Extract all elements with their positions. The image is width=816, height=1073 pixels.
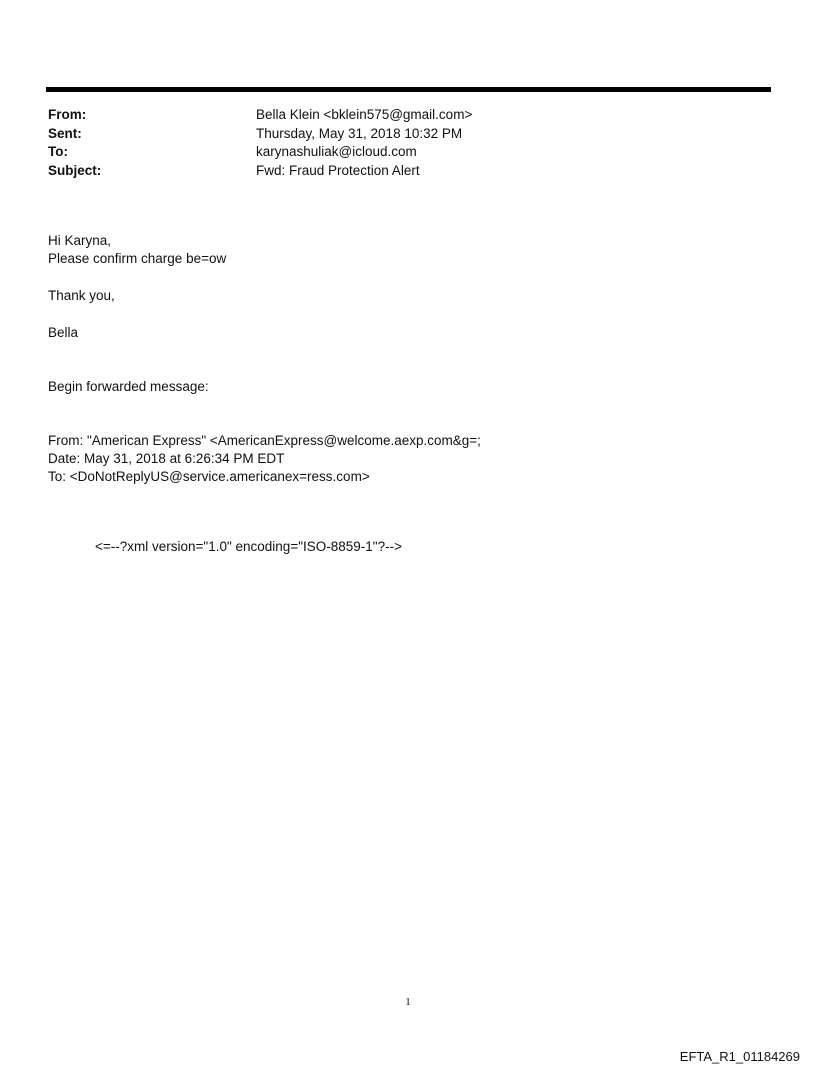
subject-value: Fwd: Fraud Protection Alert [256, 162, 420, 178]
greeting: Hi Karyna, [48, 233, 112, 248]
subject-label: Subject: [48, 162, 102, 178]
sent-value: Thursday, May 31, 2018 10:32 PM [256, 125, 463, 141]
to-value: karynashuliak@icloud.com [256, 144, 417, 159]
header-divider [46, 87, 771, 92]
body-line: Please confirm charge be=ow [48, 251, 227, 266]
forwarded-date: Date: May 31, 2018 at 6:26:34 PM EDT [48, 451, 285, 466]
signature: Bella [48, 325, 79, 340]
subject-row [48, 162, 472, 181]
document-id: EFTA_R1_01184269 [679, 1049, 800, 1064]
forwarded-to: To: <DoNotReplyUS@service.americanex=ress.com> [48, 469, 370, 484]
from-label: From: [48, 107, 87, 122]
from-row [48, 106, 472, 125]
sent-row [48, 125, 472, 144]
page-number: 1 [405, 996, 411, 1008]
forward-intro: Begin forwarded message: [48, 379, 209, 394]
from-value: Bella Klein <bklein575@gmail.com> [256, 107, 473, 122]
email-header [48, 106, 472, 180]
forwarded-from: From: "American Express" <AmericanExpress@welcome.aexp.com&g=; [48, 433, 481, 448]
xml-declaration: <=--?xml version="1.0" encoding="ISO-8859-1"?--> [95, 539, 402, 554]
to-label: To: [48, 144, 68, 159]
sent-label: Sent: [48, 125, 82, 141]
to-row [48, 143, 472, 162]
thanks-line: Thank you, [48, 288, 115, 303]
